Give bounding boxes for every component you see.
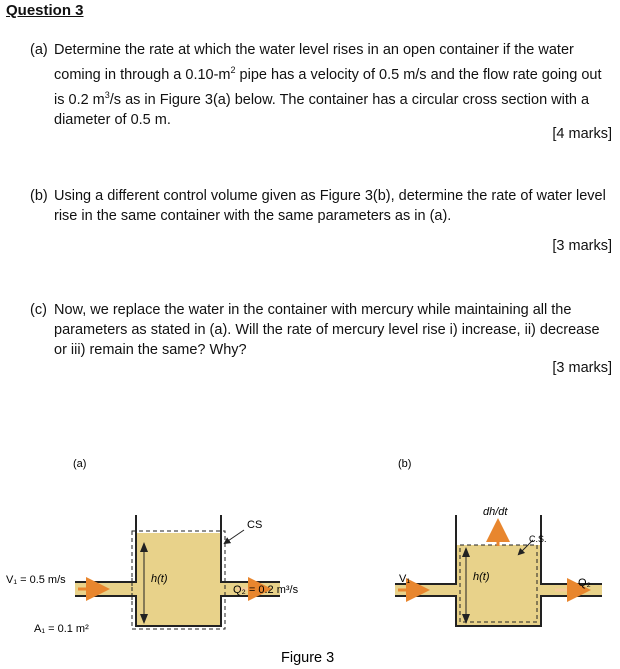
question-title: Question 3	[6, 2, 84, 19]
container-a	[75, 515, 280, 629]
fig-a-label: (a)	[73, 458, 87, 470]
question-a-marks: [4 marks]	[552, 126, 612, 142]
inlet-velocity-a: V₁ = 0.5 m/s	[6, 574, 66, 586]
height-label-b: h(t)	[473, 571, 490, 583]
outlet-flow-a: Q₂ = 0.2 m³/s	[233, 584, 299, 596]
height-label-a: h(t)	[151, 573, 168, 585]
question-c-marks: [3 marks]	[552, 360, 612, 376]
question-a-label: (a)	[30, 42, 48, 58]
question-a-text: Determine the rate at which the water level rises in an open container if the water coming in through a $0.10-m^2$ pipe has a velocity of 0.5 m/s and the flow rate going out is 0.2 $m^3/s$ as in Figure 3(a) below. The container has a circular cross section with a diameter of 0.5 m.	[54, 42, 602, 128]
cs-label-b: C.S.	[529, 534, 547, 544]
inlet-label-b: V₁	[399, 573, 411, 585]
figure-caption: Figure 3	[281, 650, 335, 666]
question-c-text: Now, we replace the water in the container with mercury while maintaining all the parameters as stated in (a). Will the rate of mercury level rise i) increase, ii) decrease or iii) remain the same? Why?	[54, 302, 600, 358]
question-b-marks: [3 marks]	[552, 238, 612, 254]
question-b-text: Using a different control volume given as Figure 3(b), determine the rate of water level rise in the same container with the same parameters as in (a).	[54, 188, 606, 224]
question-c-label: (c)	[30, 302, 47, 318]
inlet-area-a: A₁ = 0.1 m²	[34, 623, 89, 635]
container-b	[395, 515, 602, 626]
cs-label-a: CS	[247, 519, 263, 531]
outlet-label-b: Q₂	[578, 577, 591, 589]
rise-rate-label: dh/dt	[483, 506, 508, 518]
fig-b-label: (b)	[398, 458, 412, 470]
question-b-label: (b)	[30, 188, 48, 204]
